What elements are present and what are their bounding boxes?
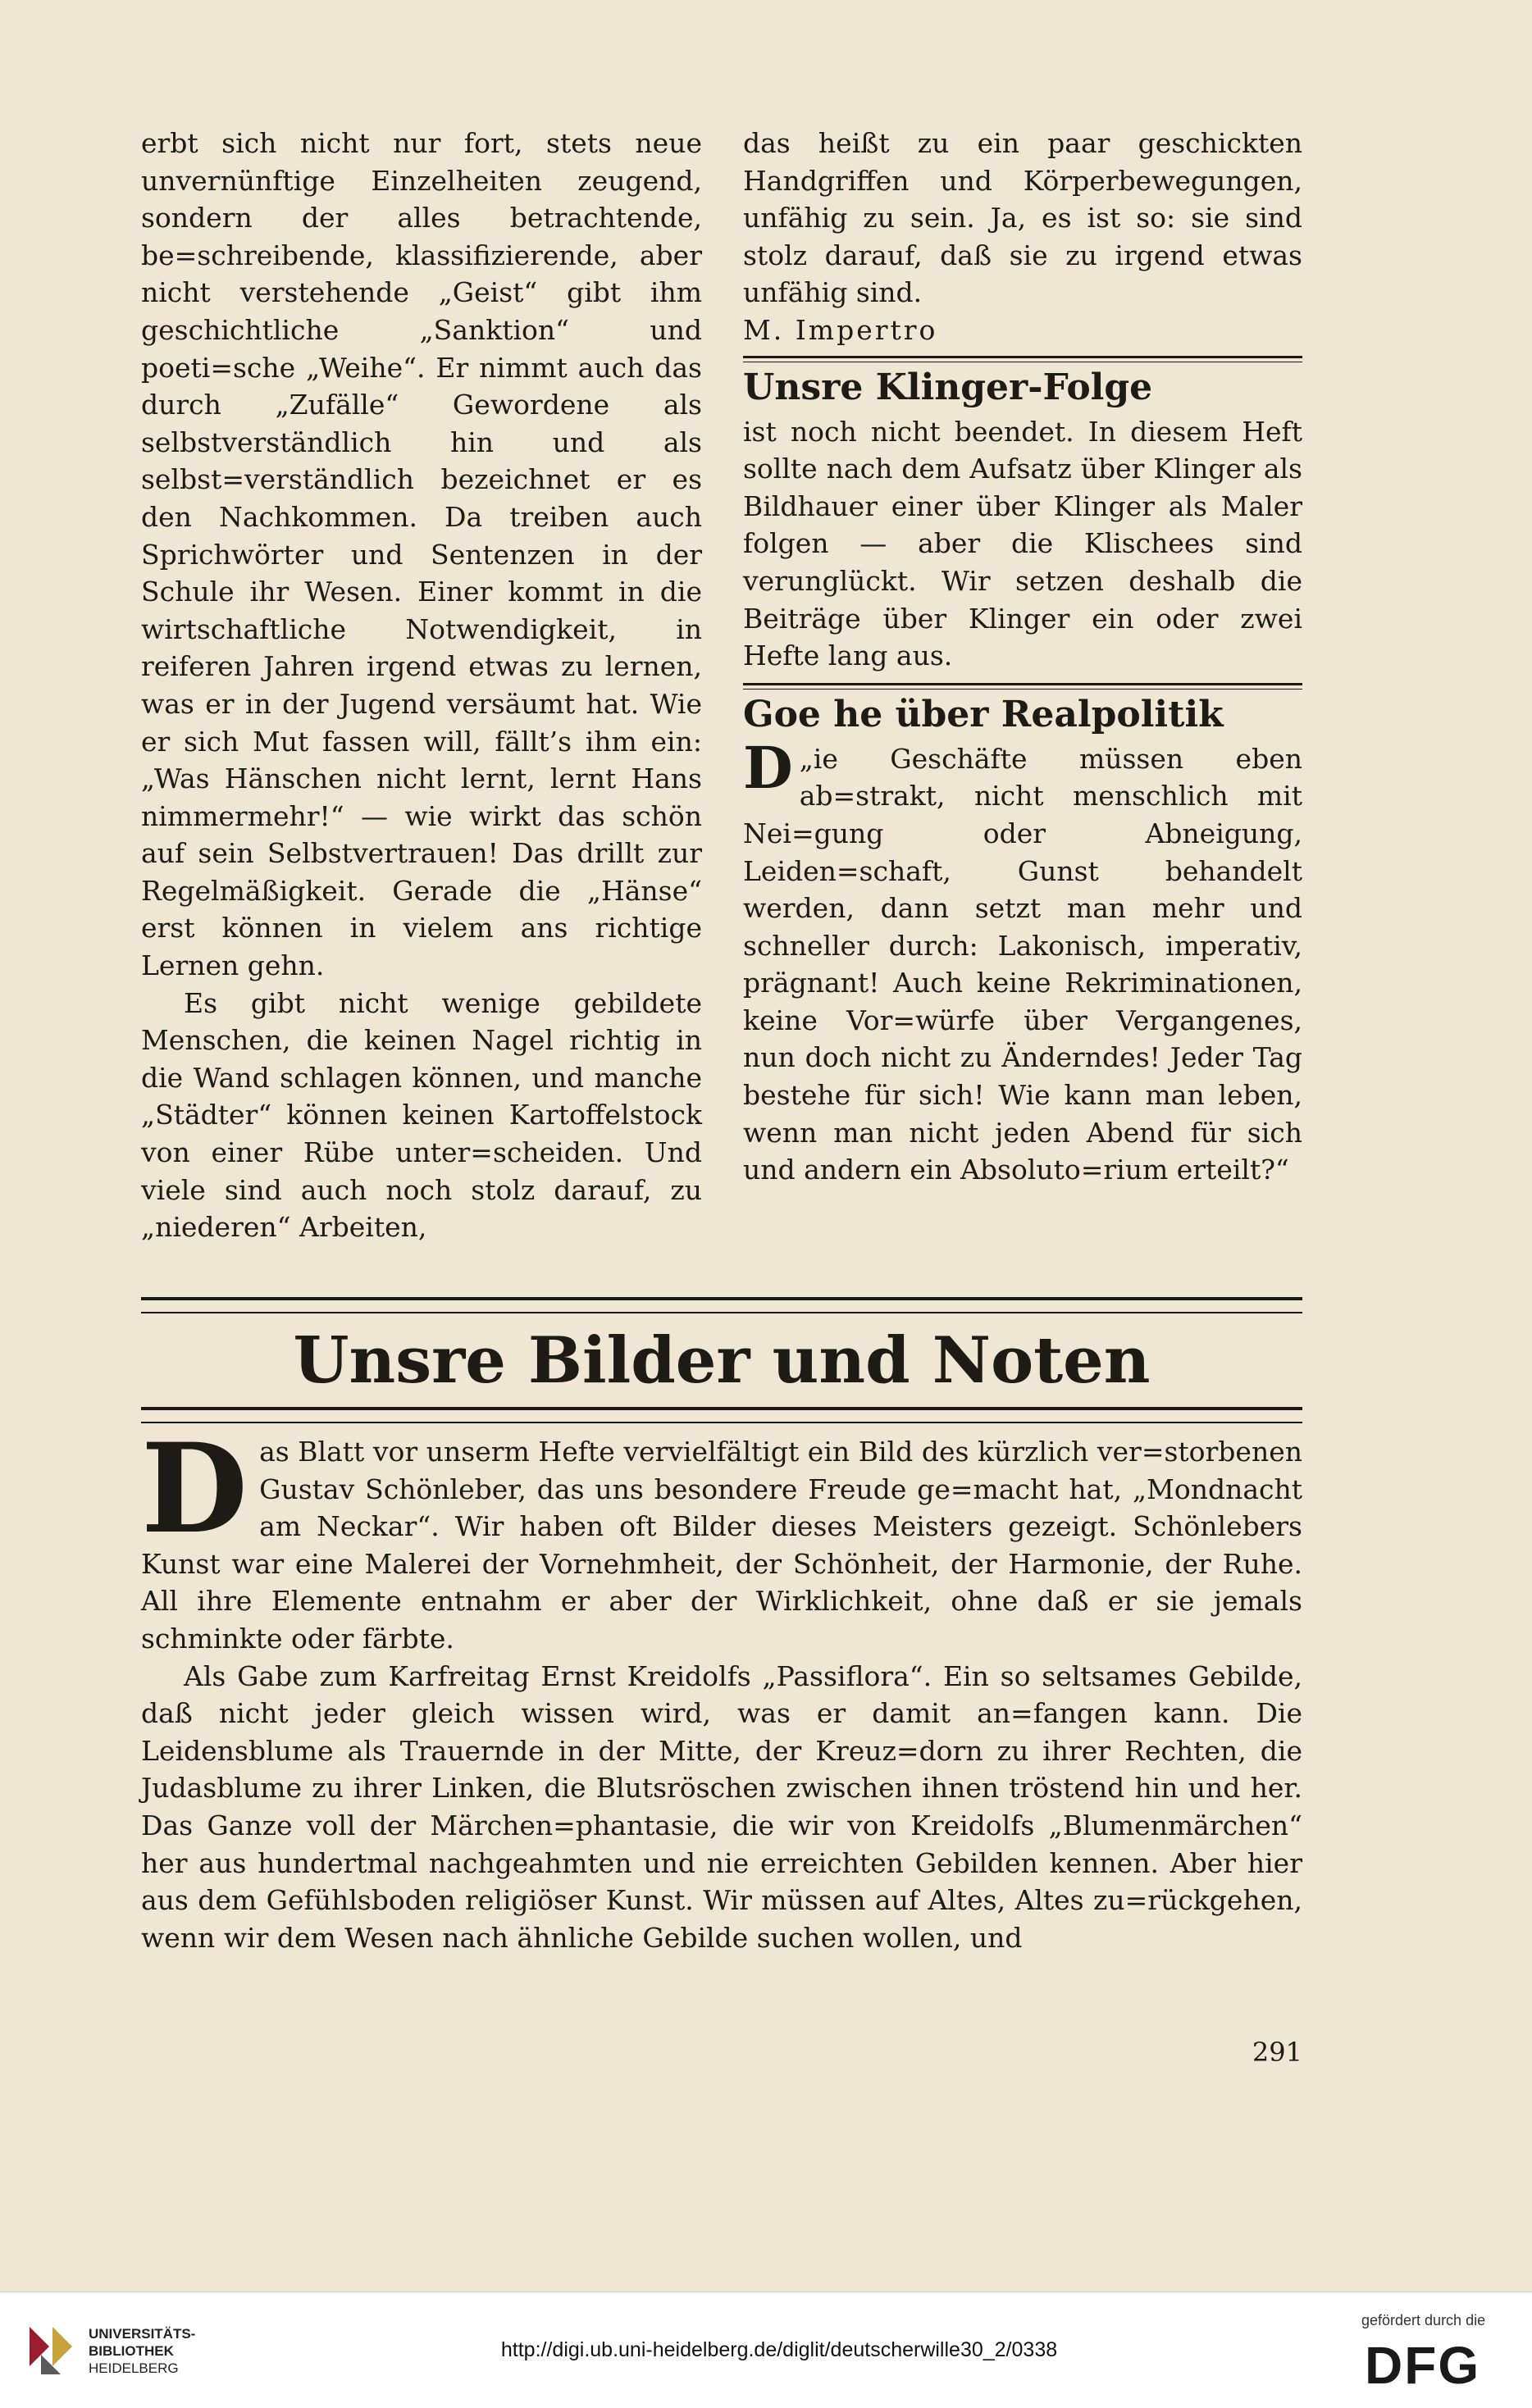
title-rule-top [141, 1297, 1302, 1313]
dfg-logo: DFG [1365, 2336, 1481, 2395]
right-column [743, 125, 1302, 1189]
left-paragraph-1: erbt sich nicht nur fort, stets neue unvernünftige Einzelheiten zeugend, sondern der alles betrachtende, be=schreibende, klassifizierende, aber nicht verstehende „Geist“ gibt ihm geschichtliche „Sanktion“ und poeti=sche „Weihe“. Er nimmt auch das durch „Zufälle“ Gewordene als selbstverständlich hin und als selbst=verständlich bezeichnet er es den Nachkommen. Da treiben auch Sprichwörter und Sentenzen in der Schule ihr Wesen. Einer kommt in die wirtschaftliche Notwendigkeit, in reiferen Jahren irgend etwas zu lernen, was er in der Jugend versäumt hat. Wie er sich Mut fassen will, fällt’s ihm ein: „Was Hänschen nicht lernt, lernt Hans nimmermehr!“ — wie wirkt das schön auf sein Selbstvertrauen! Das drillt zur Regelmäßigkeit. Gerade die „Hänse“ erst können in vielem ans richtige Lernen gehn. [141, 127, 702, 982]
bilder-paragraph-1: Das Blatt vor unserm Hefte vervielfältigt ein Bild des kürzlich ver=storbenen Gustav Schönleber, das uns besondere Freude ge=macht hat, „Mondnacht am Neckar“. Wir haben oft Bilder dieses Meisters gezeigt. Schönlebers Kunst war eine Malerei der Vornehmheit, der Schönheit, der Harmonie, der Ruhe. All ihre Elemente entnahm er aber der Wirklichkeit, ohne daß er sie jemals schminkte oder färbte. [141, 1417, 1302, 1655]
library-name: UNIVERSITÄTS- BIBLIOTHEK HEIDELBERG [89, 2326, 196, 2376]
section-divider [743, 356, 1302, 362]
university-library-logo-icon [25, 2322, 77, 2379]
main-title: Unsre Bilder und Noten [293, 1323, 1151, 1398]
left-paragraph-2: Es gibt nicht wenige gebildete Menschen, die keinen Nagel richtig in die Wand schlagen können, und manche „Städter“ können keinen Kartoffelstock von einer Rübe unter=scheiden. Und viele sind auch noch stolz darauf, zu „niederen“ Arbeiten, [141, 986, 702, 1244]
left-column [141, 125, 702, 1246]
bilder-paragraph-2: Als Gabe zum Karfreitag Ernst Kreidolfs „Passiflora“. Ein so seltsames Gebilde, daß nicht jeder gleich wissen wird, was er damit an=fangen kann. Die Leidensblume als Trauernde in der Mitte, der Kreuz=dorn zu ihrer Rechten, die Judasblume zu ihrer Linken, die Blutsröschen zwischen ihnen tröstend hin und her. Das Ganze voll der Märchen=phantasie, die wir von Kreidolfs „Blumenmärchen“ her aus hundertmal nachgeahmten und nie erreichten Gebilden kennen. Aber hier aus dem Gefühlsboden religiöser Kunst. Wir müssen auf Altes, Altes zu=rückgehen, wenn wir dem Wesen nach ähnliche Gebilde suchen wollen, und [141, 1659, 1302, 1954]
drop-cap: D [141, 1417, 248, 1561]
page-number: 291 [1252, 2037, 1302, 2068]
permalink-url[interactable]: http://digi.ub.uni-heidelberg.de/diglit/deutscherwille30_2/0338 [500, 2338, 1058, 2361]
right-continuation: das heißt zu ein paar geschickten Handgriffen und Körperbewegungen, unfähig zu sein. Ja, es ist so: sie sind stolz darauf, daß sie zu irgend etwas unfähig sind. [743, 127, 1302, 309]
funding-note: gefördert durch die [1361, 2312, 1486, 2328]
drop-cap: D [743, 733, 793, 802]
section-divider [743, 683, 1302, 690]
author-signature: M. Impertro [743, 313, 938, 346]
section-text-klinger: ist noch nicht beendet. In diesem Heft sollte nach dem Aufsatz über Klinger als Bildhauer einer über Klinger als Maler folgen — aber die Klischees sind verunglückt. Wir setzen deshalb die Beiträge über Klinger ein oder zwei Hefte lang aus. [743, 415, 1302, 672]
section-heading-realpolitik: Goe he über Realpolitik [743, 693, 1224, 735]
section-text-realpolitik: D „ie Geschäfte müssen eben ab=strakt, nicht menschlich mit Nei=gung oder Abneigung, Leiden=schaft, Gunst behandelt werden, dann setzt man mehr und schneller durch: Lakonisch, imperativ, prägnant! Auch keine Rekriminationen, keine Vor=würfe über Vergangenes, nun doch nicht zu Änderndes! Jeder Tag bestehe für sich! Wie kann man leben, wenn man nicht jeden Abend für sich und andern ein Absoluto=rium erteilt?“ [743, 733, 1302, 1186]
bilder-section [141, 1417, 1302, 1956]
viewer-footer [0, 2292, 1532, 2408]
section-heading-klinger: Unsre Klinger-Folge [743, 366, 1153, 408]
title-rule-bottom [141, 1407, 1302, 1423]
